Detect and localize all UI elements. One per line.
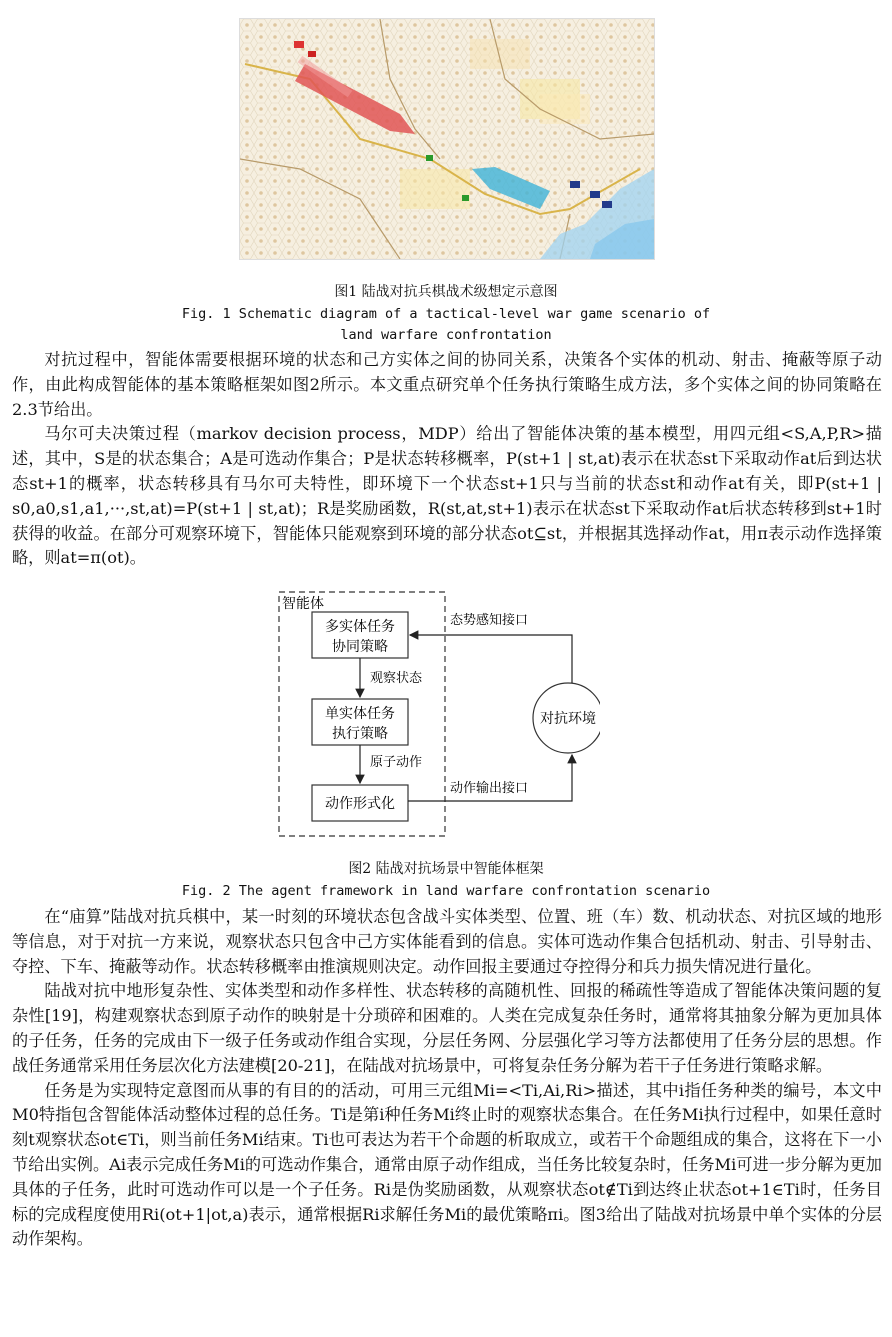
paragraph: 任务是为实现特定意图而从事的有目的的活动，可用三元组Mi=<Ti,Ai,Ri>描述，其中i指任务种类的编号，本文中M0特指包含智能体活动整体过程的总任务。Ti是第i种任务Mi终止时的观察状态集合。在任务Mi执行过程中，如果任意时刻t观察状态ot∈Ti，则当前任务Mi结束。Ti也可表达为若干个命题的析取成立，或若干个命题组成的集合，这将在下一小节给出实例。Ai表示完成任务Mi的可选动作集合，通常由原子动作组成，当任务比较复杂时，任务Mi可进一步分解为更加具体的子任务，此时可选动作可以是一个子任务。Ri是伪奖励函数，从观察状态ot∉Ti到达终止状态ot+1∈Ti时，任务目标的完成程度使用Ri(ot+1|ot,a)表示，通常根据Ri求解任务Mi的最优策略πi。图3给出了陆战对抗场景中单个实体的分层动作架构。 [12,1080,882,1249]
label-atomic: 原子动作 [370,755,423,770]
section2-text [12,905,882,1252]
box2-line2: 执行策略 [332,726,388,742]
env-label: 对抗环境 [540,711,596,727]
objective-flag-icon [462,195,469,201]
figure2-caption-en: Fig. 2 The agent framework in land warfare confrontation scenario [181,883,711,899]
box2-line1: 单实体任务 [325,706,395,722]
blue-unit-icon [602,201,612,208]
red-unit-icon [294,41,304,48]
field-patch [540,94,590,124]
paragraph: 马尔可夫决策过程（markov decision process，MDP）给出了智能体决策的基本模型，用四元组<S,A,P,R>描述，其中，S是的状态集合；A是可选动作集合；P是状态转移概率，P(st+1 | st,at)表示在状态st下采取动作at后到达状态st+1的概率，状态转移具有马尔可夫特性，即环境下一个状态st+1只与当前的状态st和动作at有关，即P(st+1 | s0,a0,s1,a1,···,st,at)=P(st+1 | st,at)；R是奖励函数，R(st,at,st+1)表示在状态st下采取动作at后状态转移到st+1时获得的收益。在部分可观察环境下，智能体只能观察到环境的部分状态ot⊆st，并根据其选择动作at，用π表示动作选择策略，则at=π(ot)。 [12,424,882,568]
agent-label: 智能体 [282,596,324,612]
box3-label: 动作形式化 [325,796,395,812]
red-unit-icon [308,51,316,57]
blue-unit-icon [570,181,580,188]
war-game-map [239,18,655,260]
figure2-caption-cn: 图2 陆战对抗场景中智能体框架 [348,861,544,877]
label-observe: 观察状态 [370,671,423,686]
figure1-caption-cn: 图1 陆战对抗兵棋战术级想定示意图 [334,284,558,300]
figure1-caption-en-2: land warfare confrontation [340,327,552,343]
objective-flag-icon [426,155,433,161]
label-perception: 态势感知接口 [450,613,529,628]
agent-framework-diagram [270,588,600,840]
map-canvas [240,19,654,259]
box1-line1: 多实体任务 [325,619,395,635]
paragraph: 陆战对抗中地形复杂性、实体类型和动作多样性、状态转移的高随机性、回报的稀疏性等造成了智能体决策问题的复杂性[19]，构建观察状态到原子动作的映射是十分琐碎和困难的。人类在完成复杂任务时，通常将其抽象分解为更加具体的子任务，任务的完成由下一级子任务或动作组合实现，分层任务网、分层强化学习等方法都使用了任务分层的思想。作战任务通常采用任务层次化方法建模[20-21]，在陆战对抗场景中，可将复杂任务分解为若干子任务进行策略求解。 [12,981,882,1075]
box1-line2: 协同策略 [332,639,388,655]
paragraph: 对抗过程中，智能体需要根据环境的状态和己方实体之间的协同关系，决策各个实体的机动、射击、掩蔽等原子动作，由此构成智能体的基本策略框架如图2所示。本文重点研究单个任务执行策略生成方法，多个实体之间的协同策略在2.3节给出。 [12,350,882,419]
diagram-canvas [270,588,600,840]
label-output: 动作输出接口 [450,781,529,796]
paragraph: 在“庙算”陆战对抗兵棋中，某一时刻的环境状态包含战斗实体类型、位置、班（车）数、机动状态、对抗区域的地形等信息，对于对抗一方来说，观察状态只包含中己方实体能看到的信息。实体可选动作集合包括机动、射击、引导射击、夺控、下车、掩蔽等动作。状态转移概率由推演规则决定。动作回报主要通过夺控得分和兵力损失情况进行量化。 [12,907,882,976]
arrow-perception [410,635,572,683]
blue-unit-icon [590,191,600,198]
section1-text [12,348,882,571]
figure1-caption-en-1: Fig. 1 Schematic diagram of a tactical-level war game scenario of [181,306,711,322]
